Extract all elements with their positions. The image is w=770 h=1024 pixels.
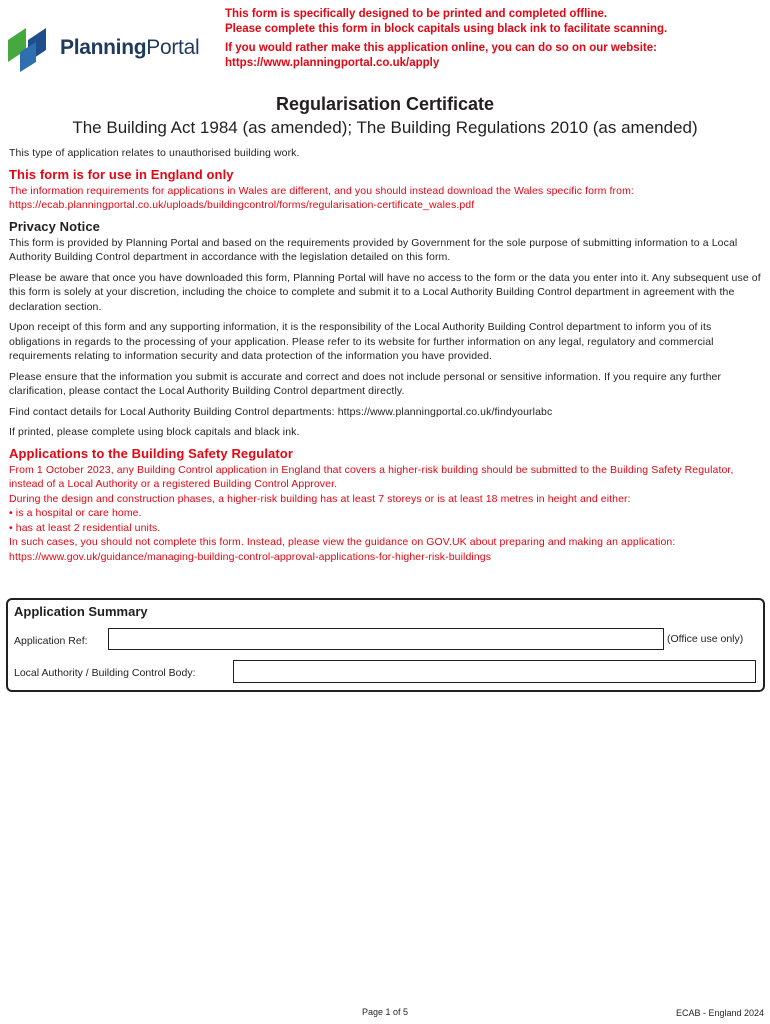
notice-line-2: Please complete this form in block capitals using black ink to facilitate scanning. — [225, 22, 668, 35]
wales-form-link[interactable]: https://ecab.planningportal.co.uk/uploads/buildingcontrol/forms/regularisation-certificate_wales.pdf — [9, 199, 475, 211]
application-ref-label: Application Ref: — [14, 635, 88, 647]
online-link[interactable]: https://www.planningportal.co.uk/apply — [225, 56, 440, 69]
application-summary-section — [6, 598, 765, 692]
offline-notice — [225, 7, 765, 70]
online-line-1: If you would rather make this application online, you can do so on our website: — [225, 42, 657, 54]
planning-portal-logo — [8, 26, 198, 72]
england-heading: This form is for use in England only — [9, 166, 234, 182]
summary-heading: Application Summary — [14, 604, 148, 619]
privacy-heading: Privacy Notice — [9, 218, 101, 234]
england-text: The information requirements for applications in Wales are different, and you should instead download the Wales specific form from: https://ecab.planningportal.co.uk/uploads/buildingcontrol/forms/regularisation-certificate_wales.pdf — [9, 184, 634, 211]
office-use-label: (Office use only) — [667, 633, 744, 645]
local-authority-field[interactable] — [233, 660, 756, 683]
page-number: Page 1 of 5 — [362, 1007, 409, 1017]
bsr-heading: Applications to the Building Safety Regulator — [9, 445, 294, 461]
bsr-guidance-link[interactable]: https://www.gov.uk/guidance/managing-building-control-approval-applications-for-higher-risk-buildings — [9, 550, 492, 563]
document-body — [9, 146, 761, 564]
bsr-p1: From 1 October 2023, any Building Control application in England that covers a higher-risk building should be submitted to the Building Safety Regulator, instead of a Local Authority or a registered Building Control Approver. — [9, 463, 734, 490]
local-authority-label: Local Authority / Building Control Body: — [14, 667, 196, 679]
bsr-bullet-2: • has at least 2 residential units. — [9, 521, 161, 534]
intro-text: This type of application relates to unauthorised building work. — [9, 147, 300, 159]
page-subtitle: The Building Act 1984 (as amended); The Building Regulations 2010 (as amended) — [72, 118, 698, 137]
notice-line-1: This form is specifically designed to be printed and completed offline. — [225, 8, 608, 20]
privacy-p4: Please ensure that the information you submit is accurate and correct and does not include personal or sensitive information. If you require any further clarification, please contact the Local Authority Building Control department directly. — [9, 370, 722, 397]
bsr-text — [9, 463, 761, 565]
planning-portal-logo-mark-icon — [8, 26, 52, 72]
privacy-p5: Find contact details for Local Authority Building Control departments: https://www.planningportal.co.uk/findyourlabc — [9, 405, 553, 418]
privacy-p6: If printed, please complete using block capitals and black ink. — [9, 426, 300, 438]
bsr-bullet-1: • is a hospital or care home. — [9, 507, 142, 519]
privacy-p2: Please be aware that once you have downloaded this form, Planning Portal will have no access to the form or the data you enter into it. Any subsequent use of this form is solely at your discretion, including the choice to complete and submit it to a Local Authority Building Control department in agreement with the declaration section. — [9, 271, 761, 313]
application-ref-field[interactable] — [108, 628, 664, 650]
logo-wordmark: PlanningPortal — [60, 36, 200, 59]
privacy-p1: This form is provided by Planning Portal and based on the requirements provided by Government for the sole purpose of submitting information to a Local Authority Building Control department in accordance with the legislation detailed on this form. — [9, 236, 738, 263]
page-title: Regularisation Certificate — [275, 94, 495, 114]
bsr-p3: In such cases, you should not complete this form. Instead, please view the guidance on GOV.UK about preparing and making an application: — [9, 536, 676, 548]
privacy-p3: Upon receipt of this form and any supporting information, it is the responsibility of the Local Authority Building Control department to inform you of its obligations in regards to the processing of your application. Please refer to its website for further information on any legal, regulatory and commercial requirements relating to information security and data protection of the information you have provided. — [9, 321, 714, 362]
form-code: ECAB - England 2024 — [676, 1008, 765, 1018]
bsr-p2: During the design and construction phases, a higher-risk building has at least 7 storeys or is at least 18 metres in height and either: — [9, 492, 631, 505]
